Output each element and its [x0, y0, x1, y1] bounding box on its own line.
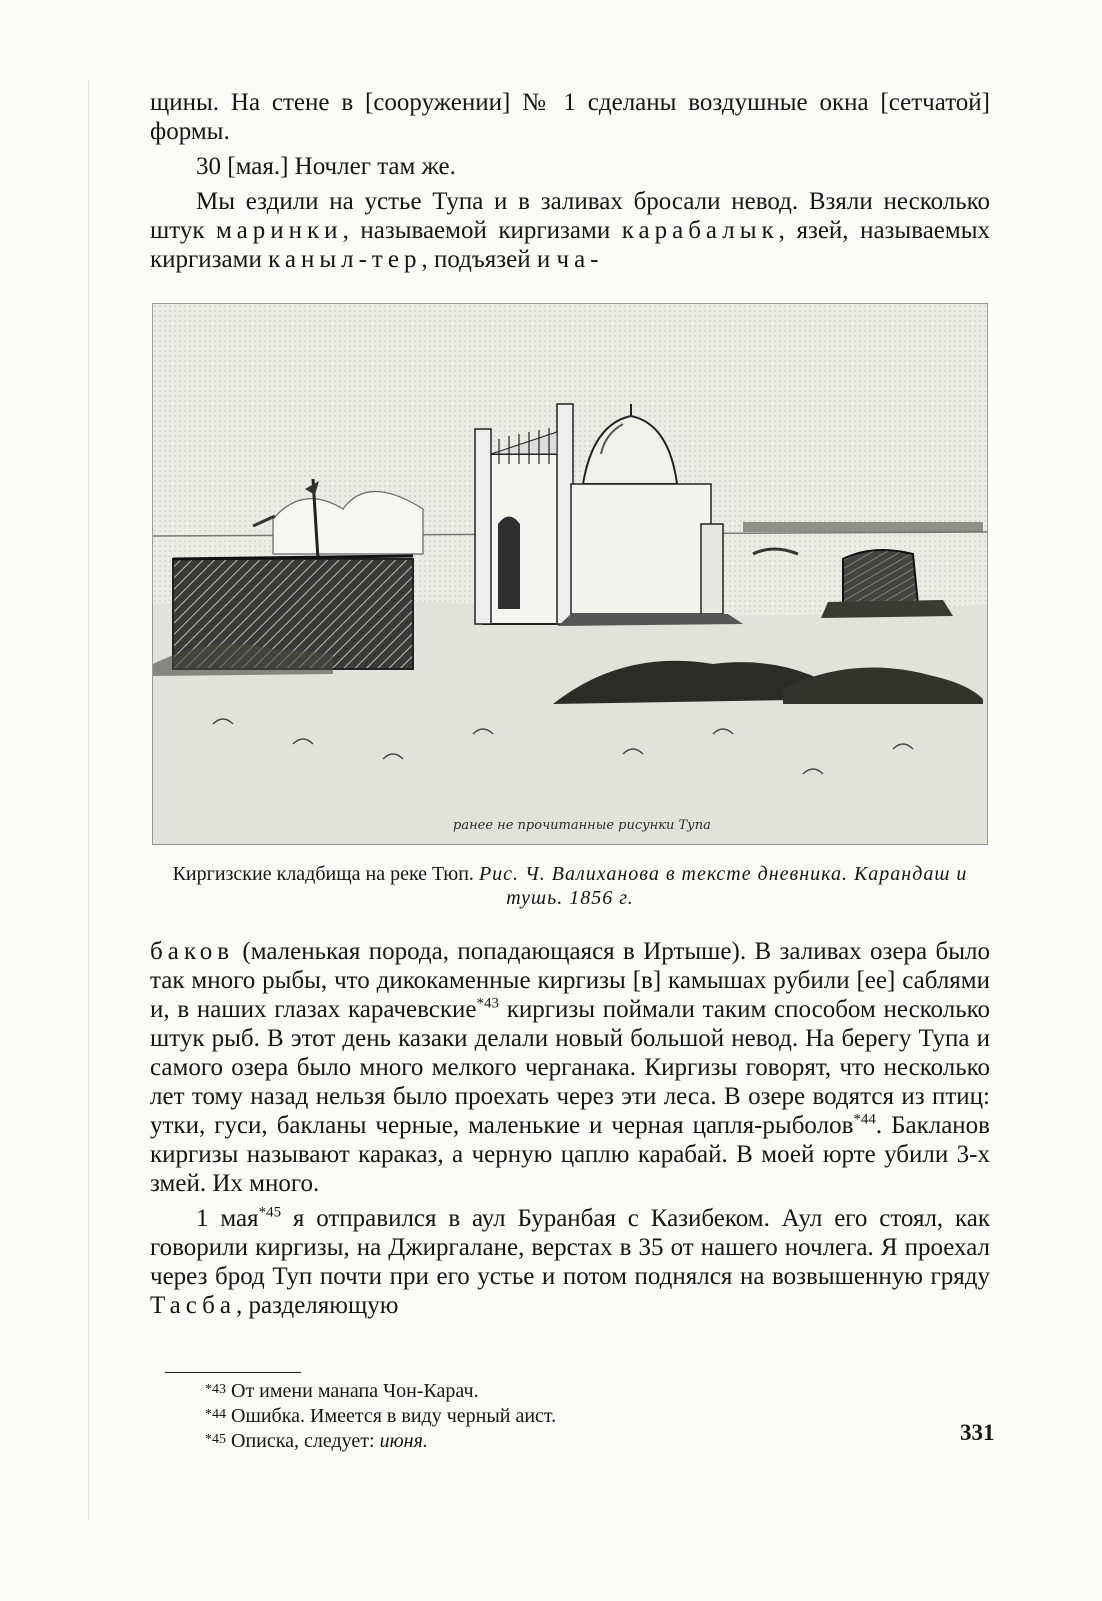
paragraph-continuation — [150, 88, 990, 146]
footnote-mark: *44 — [205, 1407, 226, 1422]
spaced-term: Тасба — [150, 1292, 236, 1319]
spaced-term: маринки — [216, 217, 343, 244]
footnote — [205, 1403, 965, 1428]
footnote-ref[interactable]: *43 — [476, 995, 499, 1012]
footnote — [205, 1378, 965, 1403]
footnote-text: Ошибка. Имеется в виду черный аист. — [231, 1405, 557, 1427]
text-run: я отправился в аул Буранбая с Казибеком. Аул его стоял, как говорили киргизы, на Джиргалане, верстах в 35 от нашего ночлега. Я проехал через брод Туп почти при его устье и потом поднялся на возвышенную гряду — [150, 1205, 990, 1290]
text-run: . Бакланов киргизы называют караказ, а черную цаплю карабай. В моей юрте убили 3-х змей. Их много. — [150, 1112, 990, 1197]
spaced-term: баков — [150, 938, 234, 965]
caption-credit: Рис. Ч. Валиханова в тексте дневника. Карандаш и тушь. 1856 г. — [478, 863, 968, 909]
paragraph-fish — [150, 937, 990, 1198]
footnote-mark: *43 — [205, 1382, 226, 1397]
bottom-text-block — [150, 937, 990, 1326]
top-text-block — [150, 88, 990, 280]
illustration-inscription: ранее не прочитанные рисунки Тупа — [453, 818, 711, 833]
paragraph-text: 30 [мая.] Ночлег там же. — [196, 153, 456, 180]
text-run: , язей, называемых киргизами — [150, 217, 991, 273]
footnote-ref[interactable]: *45 — [258, 1204, 282, 1221]
footnote — [205, 1428, 965, 1453]
figure-caption — [150, 862, 990, 910]
spaced-term: каныл-тер — [268, 246, 422, 273]
spaced-term: карабалык — [621, 217, 779, 244]
footnote-text: От имени манапа Чон-Карач. — [231, 1380, 479, 1402]
paragraph-date — [150, 152, 990, 181]
text-run: 1 мая — [196, 1205, 259, 1232]
text-run: , разделяющую — [235, 1292, 399, 1319]
footnote-rule — [165, 1372, 301, 1373]
paragraph-fishing — [150, 187, 990, 274]
footnote-ref[interactable]: *44 — [853, 1111, 876, 1128]
footnote-italic: июня. — [379, 1430, 428, 1452]
text-run: , называемой киргизами — [342, 217, 622, 244]
footnotes — [205, 1378, 965, 1453]
text-run: Мы ездили на устье Тупа и в заливах бросали невод. Взяли несколько штук — [150, 188, 990, 244]
text-run: (маленькая порода, попадающаяся в Иртыше). В заливах озера было так много рыбы, что дикокаменные киргизы [в] камышах рубили [ее] саблями и, в наших глазах карачевские — [150, 938, 990, 1023]
footnote-mark: *45 — [205, 1432, 226, 1447]
footnote-text: Описка, следует: — [231, 1430, 380, 1452]
caption-title: Киргизские кладбища на реке Тюп. — [172, 863, 479, 885]
illustration-drawing — [153, 304, 987, 844]
paragraph-journey — [150, 1204, 990, 1320]
text-run: , подъязей и — [421, 246, 557, 273]
paragraph-text: щины. На стене в [сооружении] № 1 сделаны воздушные окна [сетчатой] формы. — [150, 89, 990, 145]
spaced-term: ча- — [556, 246, 604, 273]
page-number: 331 — [960, 1420, 995, 1445]
page-gutter-line — [88, 80, 89, 1520]
text-run: киргизы поймали таким способом несколько штук рыб. В этот день казаки делали новый большой невод. На берегу Тупа и самого озера было много мелкого черганака. Киргизы говорят, что несколько лет тому назад нельзя было проехать через эти леса. В озере водятся из птиц: утки, гуси, бакланы черные, маленькие и черная цапля-рыболов — [150, 996, 990, 1139]
illustration-cemetery — [152, 303, 988, 845]
